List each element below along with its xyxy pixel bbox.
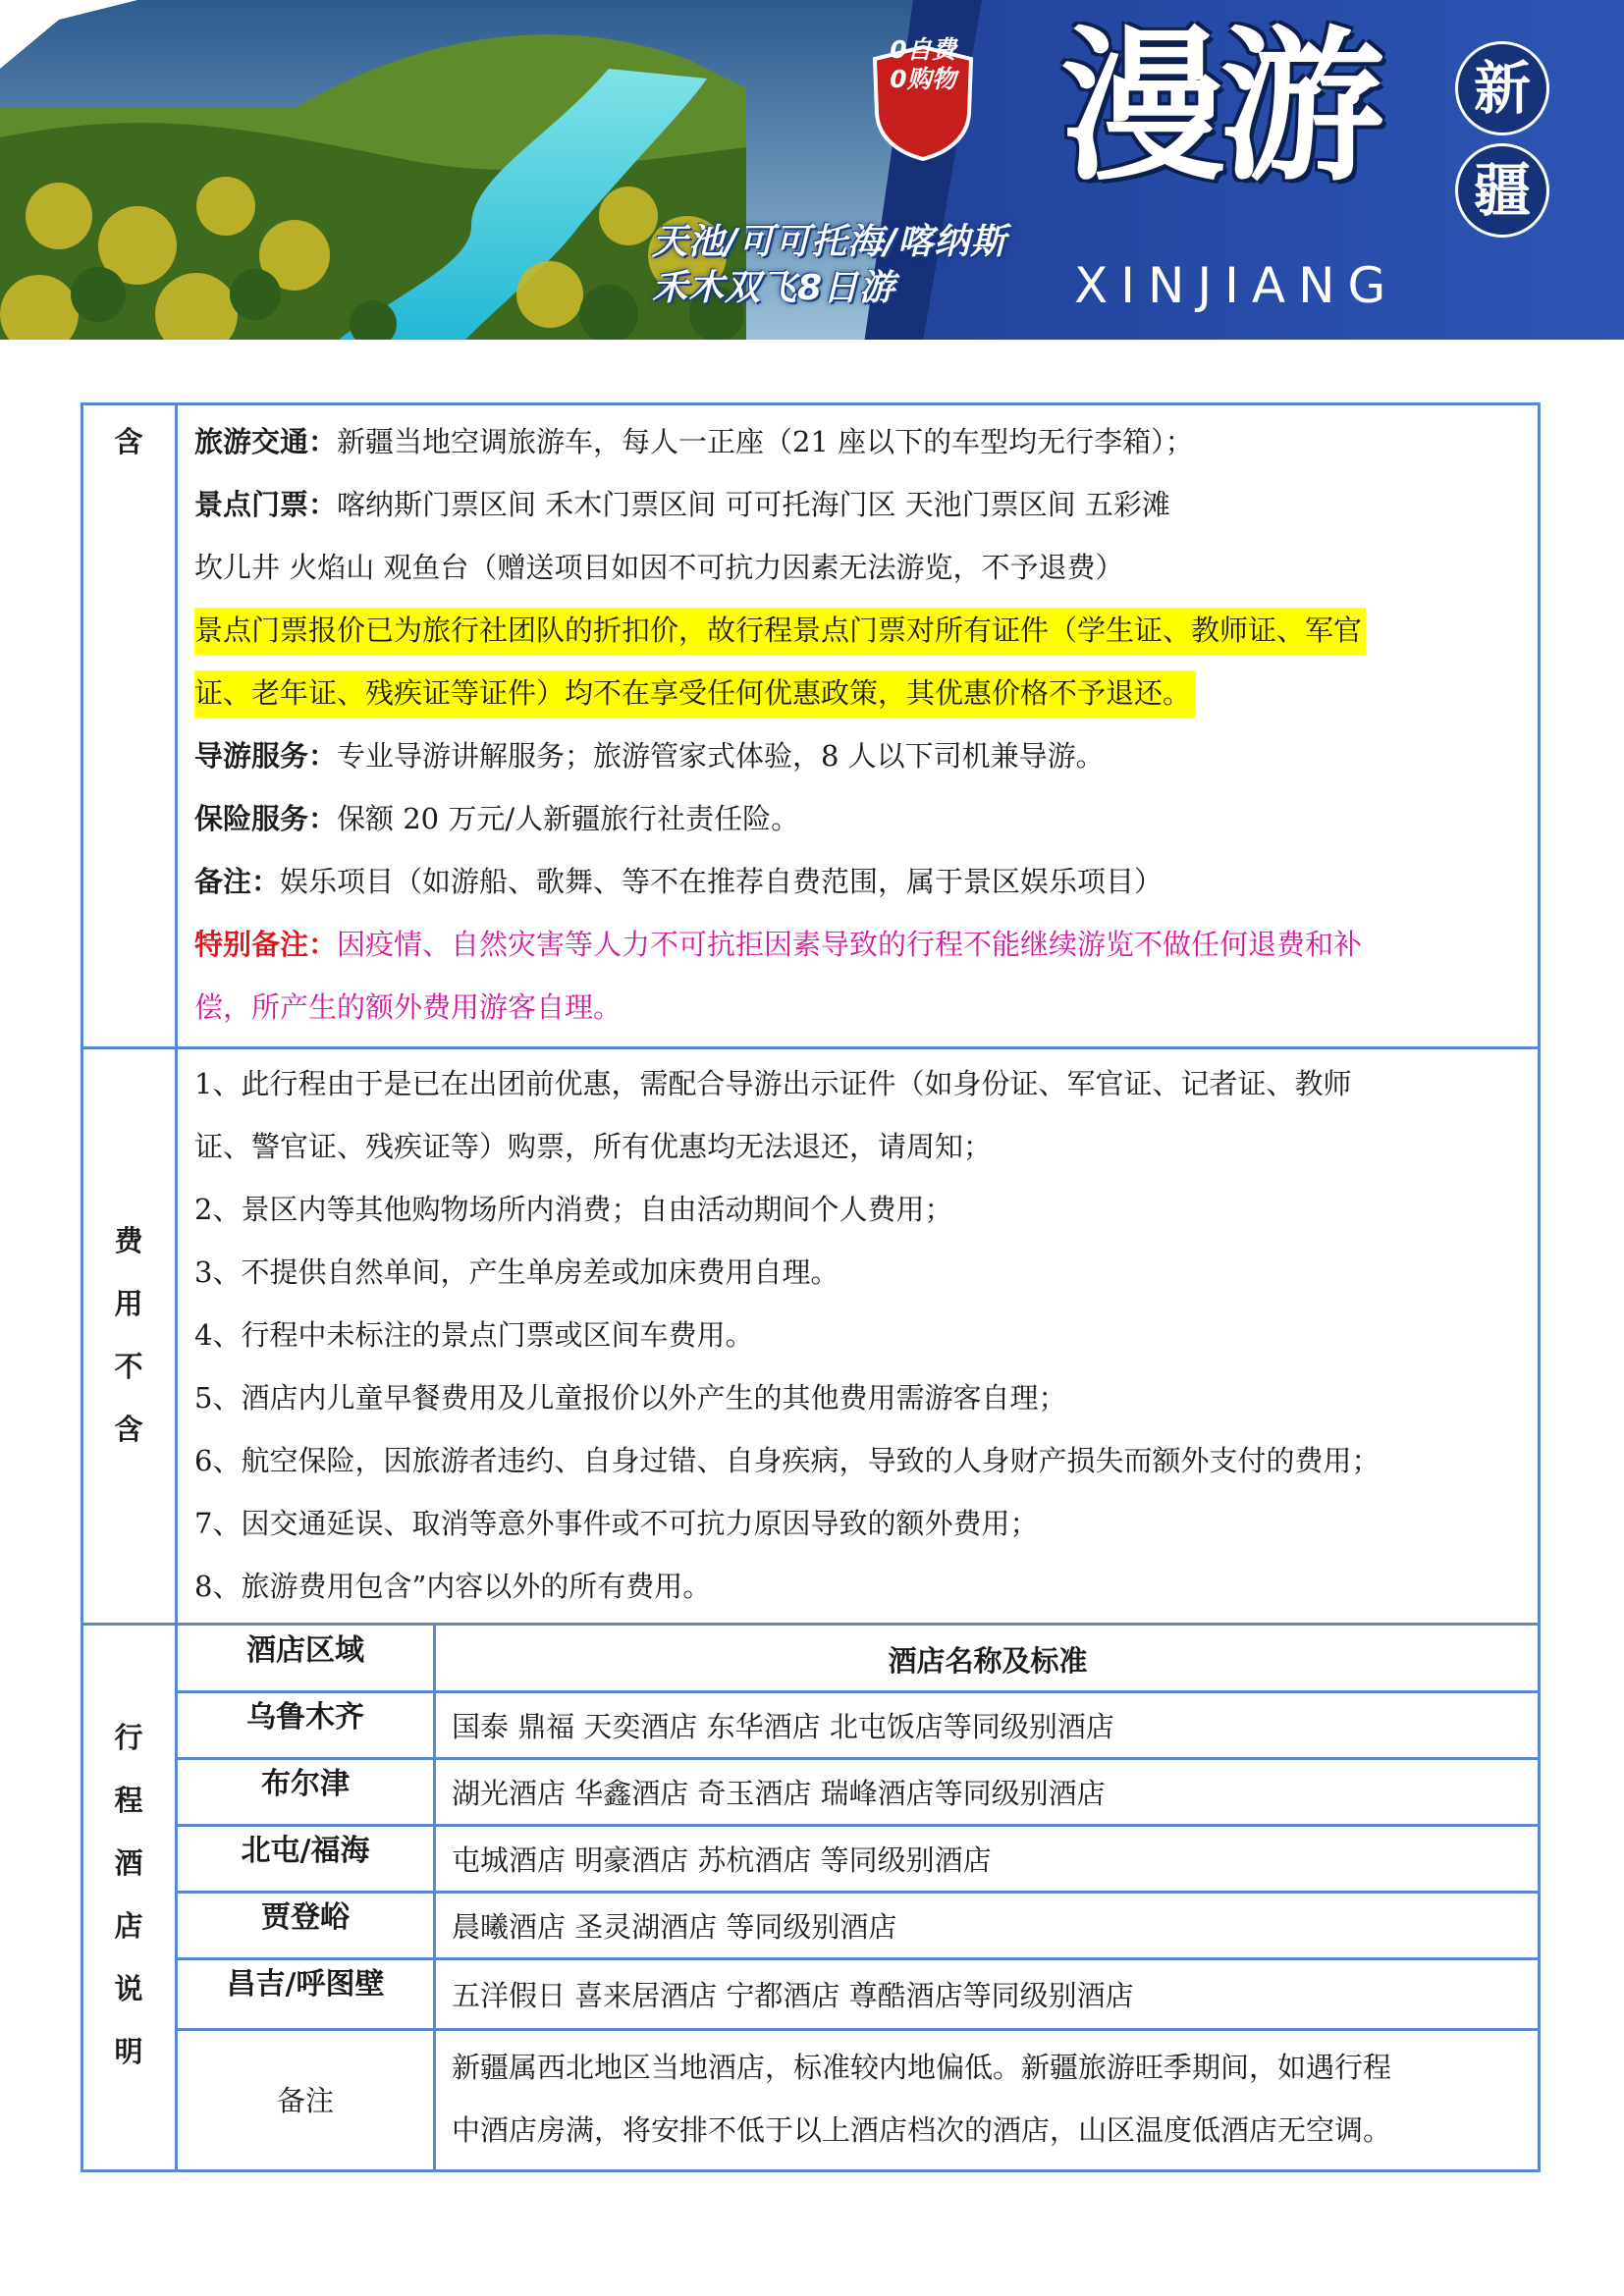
slogan-line1: 天池/可可托海/喀纳斯 [652, 222, 1007, 262]
excluded-item: 4、行程中未标注的景点门票或区间车费用。 [194, 1318, 754, 1352]
insurance-text: 保额 20 万元/人新疆旅行社责任险。 [337, 802, 800, 835]
label-char: 明 [114, 2035, 143, 2068]
remark-label: 备注： [194, 865, 281, 898]
highlight-text2: 证、老年证、残疾证等证件）均不在享受任何优惠政策，其优惠价格不予退还。 [194, 670, 1195, 718]
excluded-item: 6、航空保险，因旅游者违约、自身过错、自身疾病，导致的人身财产损失而额外支付的费用； [194, 1444, 1380, 1477]
special-remark-label: 特别备注： [194, 928, 338, 961]
guide-label: 导游服务： [194, 739, 338, 773]
excluded-item: 8、旅游费用包含”内容以外的所有费用。 [194, 1570, 712, 1603]
label-char: 店 [114, 1909, 143, 1943]
label-char: 含 [114, 1413, 143, 1446]
insurance-label: 保险服务： [194, 802, 338, 835]
excluded-item: 5、酒店内儿童早餐费用及儿童报价以外产生的其他费用需游客自理； [194, 1381, 1067, 1415]
badge-line2: 0购物 [890, 65, 956, 93]
header-banner [0, 0, 1624, 344]
hotel-region: 乌鲁木齐 [246, 1700, 364, 1735]
excluded-item: 7、因交通延误、取消等意外事件或不可抗力原因导致的额外费用； [194, 1507, 1039, 1540]
hotel-note [452, 2036, 1532, 2162]
label-char: 酒 [114, 1846, 143, 1880]
special-remark-text2: 偿，所产生的额外费用游客自理。 [194, 990, 623, 1024]
highlight-text1: 景点门票报价已为旅行社团队的折扣价，故行程景点门票对所有证件（学生证、教师证、军官 [194, 608, 1366, 655]
section-divider [81, 1046, 1541, 1049]
special-remark-item [194, 913, 1530, 976]
section-label-hotels [83, 1706, 174, 2083]
excluded-item: 2、景区内等其他购物场所内消费；自由活动期间个人费用； [194, 1193, 953, 1226]
hotel-names: 晨曦酒店 圣灵湖酒店 等同级别酒店 [452, 1910, 897, 1944]
hotel-names: 国泰 鼎福 天奕酒店 东华酒店 北屯饭店等同级别酒店 [452, 1710, 1114, 1743]
badge-line1: 0自费 [890, 35, 956, 64]
remark-text: 娱乐项目（如游船、歌舞、等不在推荐自费范围，属于景区娱乐项目） [280, 865, 1164, 898]
hotel-note-line1: 新疆属西北地区当地酒店，标准较内地偏低。新疆旅游旺季期间，如遇行程 [452, 2051, 1392, 2084]
label-char: 不 [114, 1350, 143, 1383]
hotel-names: 屯城酒店 明豪酒店 苏杭酒店 等同级别酒店 [452, 1843, 992, 1877]
hotel-region: 布尔津 [261, 1767, 350, 1801]
section-label-included: 含 [114, 425, 143, 458]
label-char: 行 [114, 1721, 143, 1754]
hotel-header-name: 酒店名称及标准 [888, 1644, 1088, 1678]
included-content [194, 410, 1530, 1039]
hotel-region: 北屯/福海 [241, 1834, 370, 1868]
hotel-note-line2: 中酒店房满，将安排不低于以上酒店档次的酒店，山区温度低酒店无空调。 [452, 2113, 1392, 2147]
remark-item [194, 850, 1530, 913]
transport-text: 新疆当地空调旅游车，每人一正座（21 座以下的车型均无行李箱）； [337, 425, 1194, 458]
table-divider-vertical [175, 402, 178, 2172]
banner-title: 漫游 [1060, 11, 1379, 203]
tickets-text-continued: 坎儿井 火焰山 观鱼台（赠送项目如因不可抗力因素无法游览，不予退费） [194, 551, 1124, 584]
guide-item [194, 724, 1530, 787]
highlight-line1 [194, 599, 1530, 662]
label-char: 程 [114, 1784, 143, 1817]
transport-item [194, 410, 1530, 473]
label-char: 说 [114, 1972, 143, 2005]
banner-char-xin: 新 [1455, 41, 1549, 135]
excluded-item: 证、警官证、残疾证等）购票，所有优惠均无法退还，请周知； [194, 1130, 993, 1163]
hotel-header-region: 酒店区域 [246, 1633, 364, 1668]
banner-char-jiang: 疆 [1455, 143, 1549, 238]
hotel-column-divider [433, 1623, 436, 2172]
tickets-item [194, 473, 1530, 536]
hotel-names: 五洋假日 喜来居酒店 宁都酒店 尊酷酒店等同级别酒店 [452, 1979, 1134, 2012]
label-char: 用 [114, 1287, 143, 1320]
excluded-content [194, 1052, 1530, 1618]
excluded-item: 3、不提供自然单间，产生单房差或加床费用自理。 [194, 1255, 839, 1289]
special-remark-text1: 因疫情、自然灾害等人力不可抗拒因素导致的行程不能继续游览不做任何退费和补 [337, 928, 1363, 961]
hotel-region: 贾登峪 [261, 1900, 350, 1935]
banner-subtitle: XINJIANG [1074, 257, 1399, 314]
transport-label: 旅游交通： [194, 425, 338, 458]
excluded-item: 1、此行程由于是已在出团前优惠，需配合导游出示证件（如身份证、军官证、记者证、教师 [194, 1067, 1352, 1100]
highlight-line2 [194, 662, 1530, 724]
insurance-item [194, 787, 1530, 850]
label-char: 费 [114, 1224, 143, 1257]
hotel-names: 湖光酒店 华鑫酒店 奇玉酒店 瑞峰酒店等同级别酒店 [452, 1777, 1106, 1810]
section-label-excluded [83, 1209, 174, 1461]
hotel-region: 昌吉/呼图壁 [226, 1967, 385, 2002]
hotel-note-label: 备注 [276, 2084, 334, 2117]
guide-text: 专业导游讲解服务；旅游管家式体验，8 人以下司机兼导游。 [337, 739, 1105, 773]
tickets-label: 景点门票： [194, 488, 338, 521]
slogan-line2: 禾木双飞8日游 [652, 268, 896, 308]
tickets-text: 喀纳斯门票区间 禾木门票区间 可可托海门区 天池门票区间 五彩滩 [337, 488, 1170, 521]
